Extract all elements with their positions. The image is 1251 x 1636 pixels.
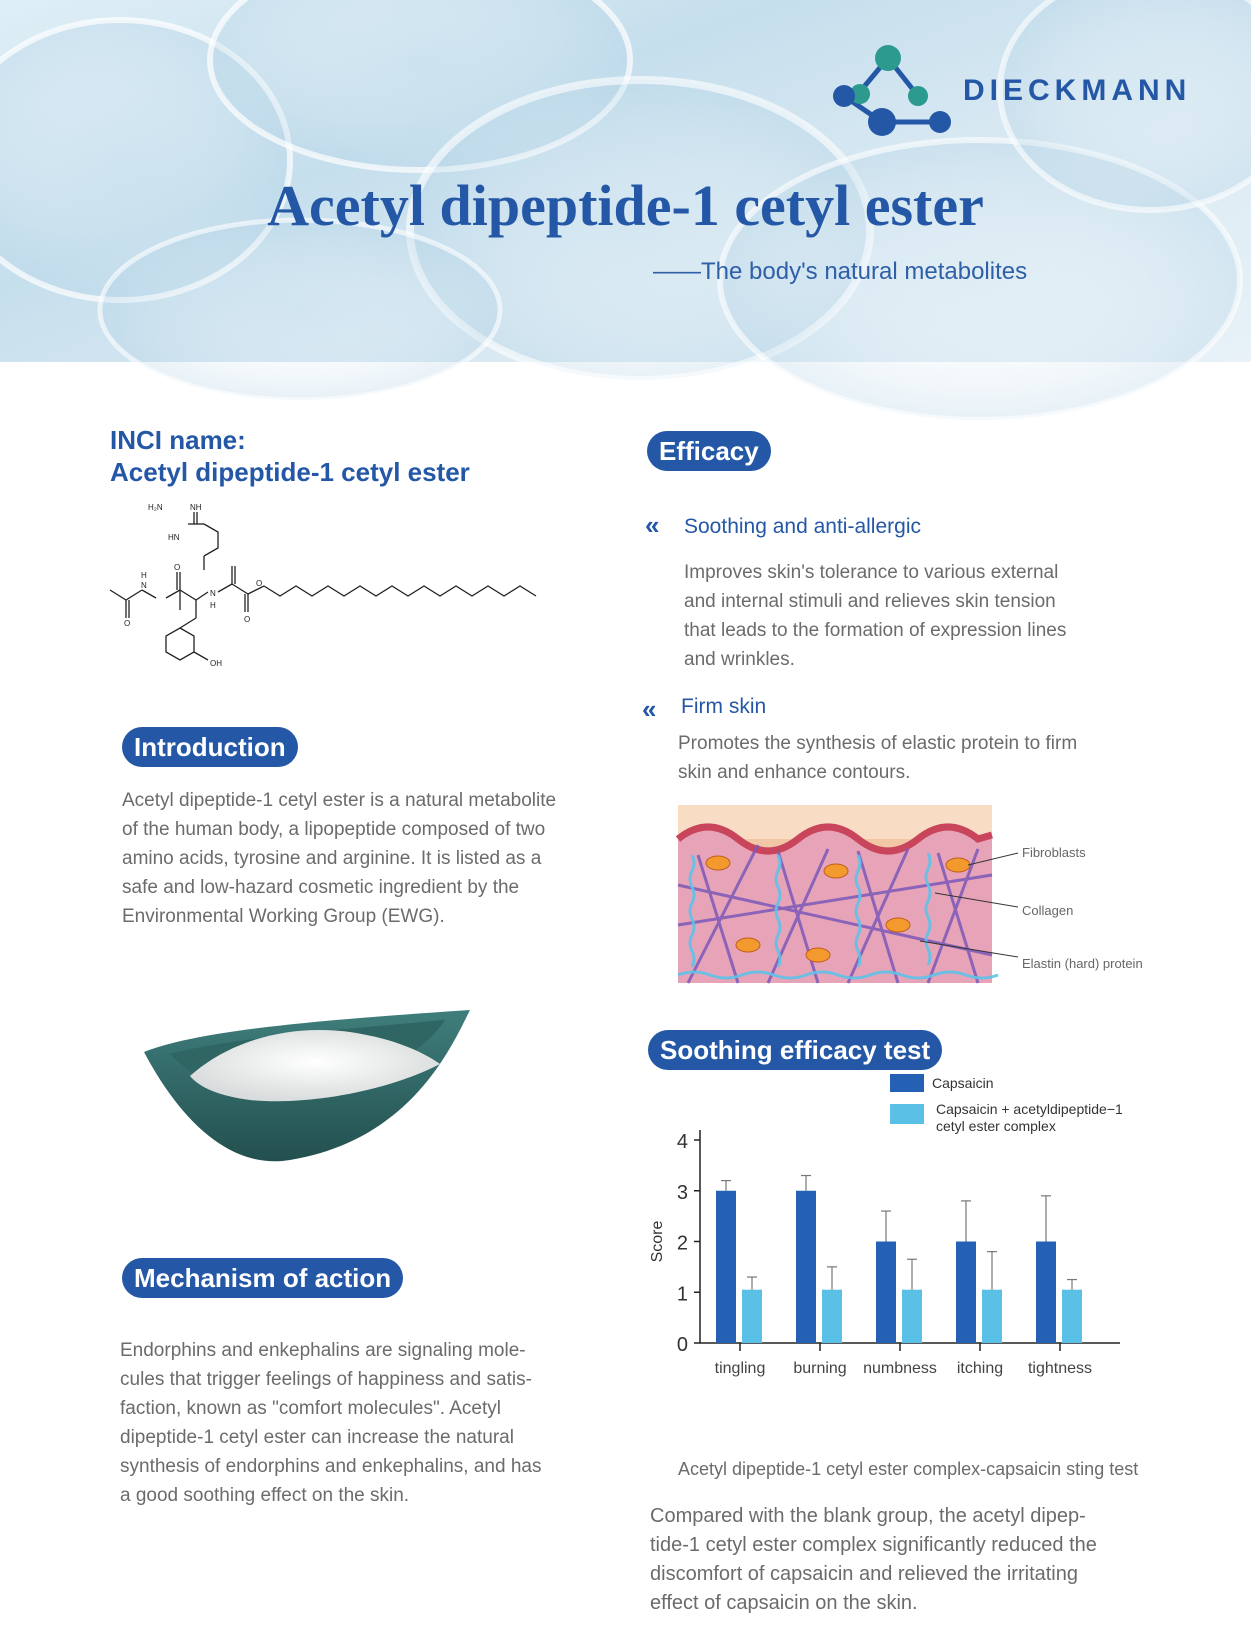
- bar-numbness-1: [902, 1290, 922, 1343]
- feature-line: and internal stimuli and relieves skin tension: [684, 591, 1056, 612]
- label-hn: HN: [168, 533, 180, 542]
- powder-bowl-image: [140, 1010, 480, 1180]
- bar-burning-0: [796, 1191, 816, 1343]
- x-tick-label: numbness: [863, 1360, 937, 1377]
- label-n1: N: [141, 581, 147, 590]
- feature-text-soothing: [684, 558, 1144, 674]
- conclusion-line: tide-1 cetyl ester complex significantly reduced the: [650, 1534, 1097, 1556]
- feature-text-firm: [678, 729, 1148, 787]
- label-nh: NH: [190, 503, 202, 512]
- bar-tightness-1: [1062, 1290, 1082, 1343]
- test-conclusion: [650, 1502, 1170, 1618]
- feature-line: Improves skin's tolerance to various external: [684, 562, 1059, 583]
- mechanism-line: faction, known as "comfort molecules". Acetyl: [120, 1398, 501, 1419]
- feature-title-soothing: Soothing and anti-allergic: [684, 515, 921, 538]
- feature-line: that leads to the formation of expression lines: [684, 620, 1067, 641]
- mechanism-line: dipeptide-1 cetyl ester can increase the natural: [120, 1427, 514, 1448]
- inci-name: [110, 424, 470, 488]
- brand-name: DIECKMANN: [963, 74, 1192, 107]
- label-oh: OH: [210, 659, 222, 668]
- x-tick-label: tingling: [714, 1360, 766, 1377]
- skin-label-elastin: Elastin (hard) protein: [1022, 956, 1143, 971]
- mechanism-text: [120, 1336, 600, 1510]
- bar-numbness-0: [876, 1242, 896, 1344]
- inci-label: INCI name:: [110, 425, 246, 455]
- x-tick-label: tightness: [1027, 1360, 1093, 1377]
- legend-swatch-complex: [890, 1104, 924, 1124]
- feature-line: skin and enhance contours.: [678, 762, 911, 783]
- intro-line: safe and low-hazard cosmetic ingredient by the: [122, 877, 520, 898]
- conclusion-line: effect of capsaicin on the skin.: [650, 1592, 918, 1614]
- bar-itching-0: [956, 1242, 976, 1344]
- intro-line: Acetyl dipeptide-1 cetyl ester is a natural metabolite: [122, 790, 557, 811]
- mechanism-line: a good soothing effect on the skin.: [120, 1485, 410, 1506]
- legend-swatch-capsaicin: [890, 1074, 924, 1092]
- label-o2: O: [174, 563, 181, 572]
- double-chevron-left-icon: «: [642, 694, 653, 724]
- skin-label-leaders: [930, 845, 1020, 965]
- x-tick-label: itching: [956, 1360, 1004, 1377]
- mechanism-heading: Mechanism of action: [122, 1258, 403, 1298]
- bar-burning-1: [822, 1290, 842, 1343]
- y-tick-label: 1: [676, 1283, 688, 1306]
- label-h2: H: [210, 601, 216, 610]
- conclusion-line: Compared with the blank group, the acetyl dipep-: [650, 1505, 1086, 1527]
- feature-title-firm: Firm skin: [681, 695, 767, 718]
- legend-label-complex-2: cetyl ester complex: [936, 1118, 1056, 1134]
- intro-line: amino acids, tyrosine and arginine. It is listed as a: [122, 848, 542, 869]
- mechanism-line: cules that trigger feelings of happiness and satis-: [120, 1369, 532, 1390]
- feature-line: and wrinkles.: [684, 649, 795, 670]
- label-h1: H: [141, 571, 147, 580]
- feature-line: Promotes the synthesis of elastic protein to firm: [678, 733, 1078, 754]
- label-o1: O: [124, 619, 131, 628]
- intro-line: of the human body, a lipopeptide composed of two: [122, 819, 546, 840]
- chart-legend: [890, 1074, 1123, 1134]
- chart-caption: Acetyl dipeptide-1 cetyl ester complex-capsaicin sting test: [678, 1459, 1139, 1479]
- introduction-heading: Introduction: [122, 727, 298, 767]
- y-tick-label: 3: [676, 1181, 688, 1204]
- efficacy-heading: Efficacy: [647, 431, 771, 471]
- label-o3: O: [244, 615, 251, 624]
- x-tick-label: burning: [793, 1360, 847, 1377]
- page-subtitle: ——The body's natural metabolites: [653, 258, 1028, 285]
- mechanism-line: synthesis of endorphins and enkephalins, and has: [120, 1456, 542, 1477]
- bar-tingling-1: [742, 1290, 762, 1343]
- chart-labels: [715, 1360, 1092, 1377]
- soothing-test-heading: Soothing efficacy test: [648, 1030, 942, 1070]
- bar-itching-1: [982, 1290, 1002, 1343]
- legend-label-complex-1: Capsaicin + acetyldipeptide−1: [936, 1101, 1123, 1117]
- conclusion-line: discomfort of capsaicin and relieved the irritating: [650, 1563, 1078, 1585]
- double-chevron-left-icon: «: [645, 510, 656, 540]
- mechanism-line: Endorphins and enkephalins are signaling mole-: [120, 1340, 526, 1361]
- structural-formula: [108, 503, 538, 690]
- hero-banner: [0, 0, 1251, 362]
- chart-bars: [716, 1176, 1082, 1343]
- y-tick-label: 0: [676, 1334, 688, 1356]
- skin-label-collagen: Collagen: [1022, 903, 1074, 918]
- y-axis-label: Score: [649, 1220, 666, 1263]
- page-title: Acetyl dipeptide-1 cetyl ester: [267, 173, 984, 238]
- legend-label-capsaicin: Capsaicin: [932, 1075, 994, 1091]
- label-n2: N: [210, 589, 216, 598]
- y-tick-label: 4: [676, 1131, 688, 1153]
- sting-test-chart: [640, 1075, 1160, 1440]
- introduction-text: [122, 786, 612, 931]
- label-h2n: H₂N: [148, 503, 163, 512]
- bar-tightness-0: [1036, 1242, 1056, 1344]
- bar-tingling-0: [716, 1191, 736, 1343]
- intro-line: Environmental Working Group (EWG).: [122, 906, 445, 927]
- inci-value: Acetyl dipeptide-1 cetyl ester: [110, 457, 470, 487]
- skin-label-fibroblasts: Fibroblasts: [1022, 845, 1086, 860]
- y-tick-label: 2: [676, 1232, 688, 1255]
- label-o4: O: [256, 579, 263, 588]
